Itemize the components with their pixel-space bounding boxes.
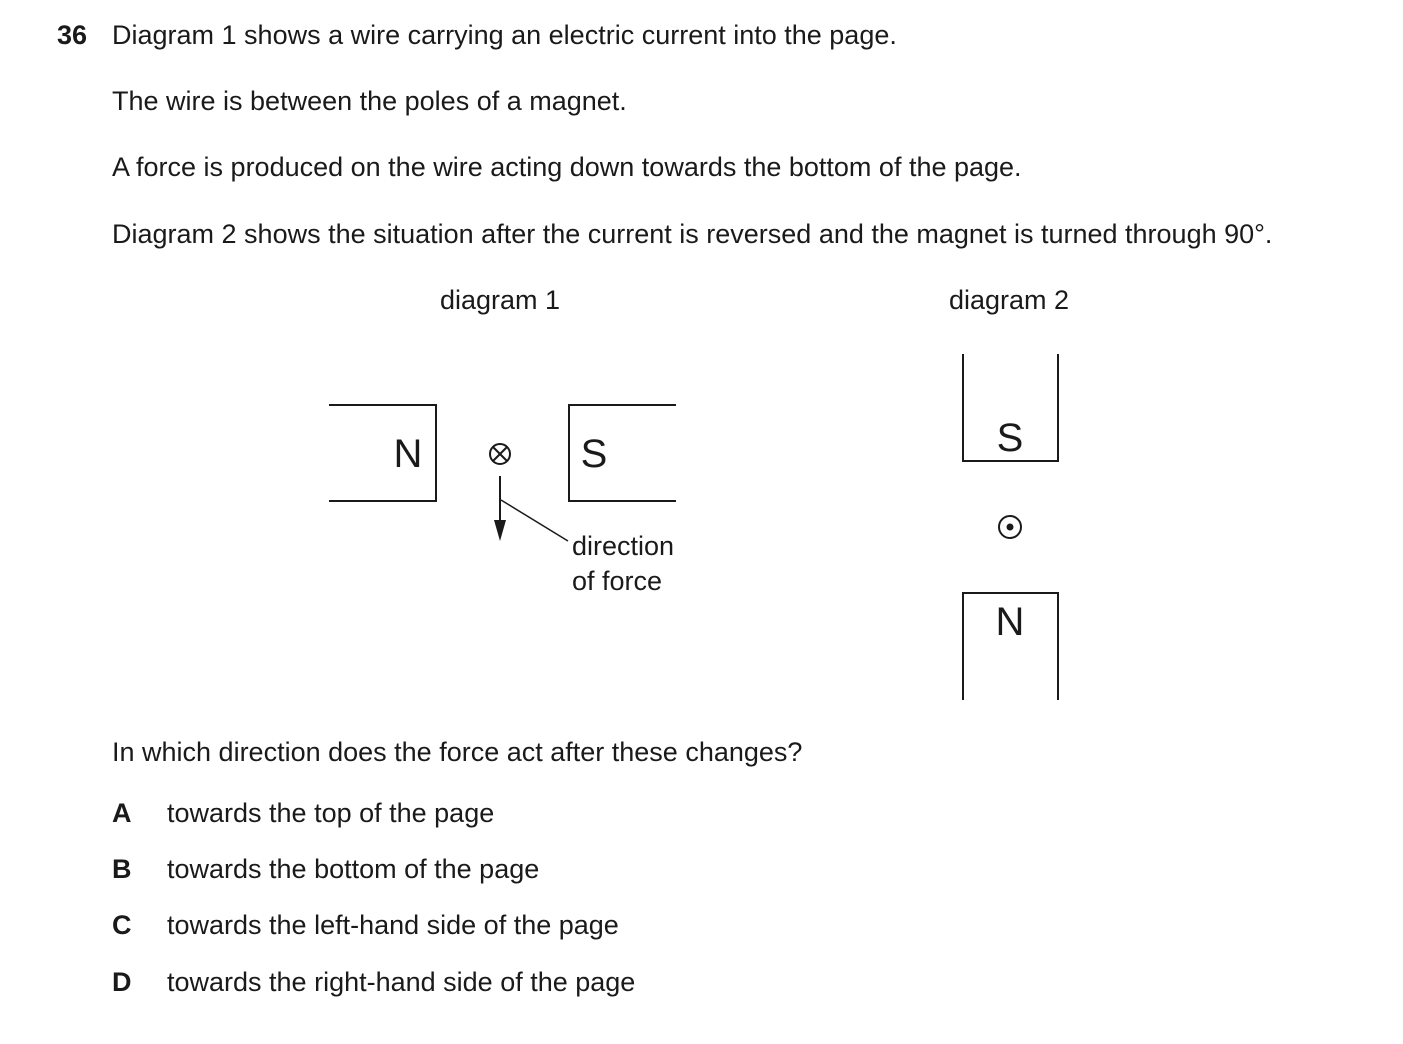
- option-c-text: towards the left-hand side of the page: [167, 910, 619, 940]
- option-b-letter: B: [112, 854, 132, 884]
- option-d-letter: D: [112, 967, 132, 997]
- wire-out-of-page-icon: [999, 516, 1021, 538]
- south-pole-label: S: [580, 432, 608, 476]
- question-line-3: A force is produced on the wire acting down towards the bottom of the page.: [112, 152, 1022, 182]
- diagram-2: [949, 285, 1069, 700]
- force-label-line-1: direction: [572, 531, 675, 561]
- north-pole-label: N: [393, 432, 423, 476]
- force-label-line-2: of force: [572, 566, 663, 596]
- question-line-2: The wire is between the poles of a magnet.: [112, 86, 627, 116]
- question-prompt: In which direction does the force act after these changes?: [112, 737, 803, 767]
- option-a-letter: A: [112, 798, 132, 828]
- option-a-text: towards the top of the page: [167, 798, 495, 828]
- option-b-text: towards the bottom of the page: [167, 854, 540, 884]
- diagram-2-label: diagram 2: [948, 285, 1070, 315]
- force-arrow-down-icon: [494, 476, 506, 541]
- question-line-4: Diagram 2 shows the situation after the current is reversed and the magnet is turned through 90°.: [112, 219, 1273, 249]
- south-pole-label-2: S: [996, 416, 1024, 460]
- diagram-1-label: diagram 1: [439, 285, 561, 315]
- north-pole-label-2: N: [995, 600, 1025, 644]
- option-d-text: towards the right-hand side of the page: [167, 967, 636, 997]
- question-line-1: Diagram 1 shows a wire carrying an electric current into the page.: [112, 20, 897, 50]
- force-label-leader: [501, 500, 568, 541]
- option-c-letter: C: [112, 910, 132, 940]
- question-number: 36: [57, 20, 88, 50]
- wire-into-page-icon: [490, 444, 510, 464]
- diagram-1: [329, 285, 676, 596]
